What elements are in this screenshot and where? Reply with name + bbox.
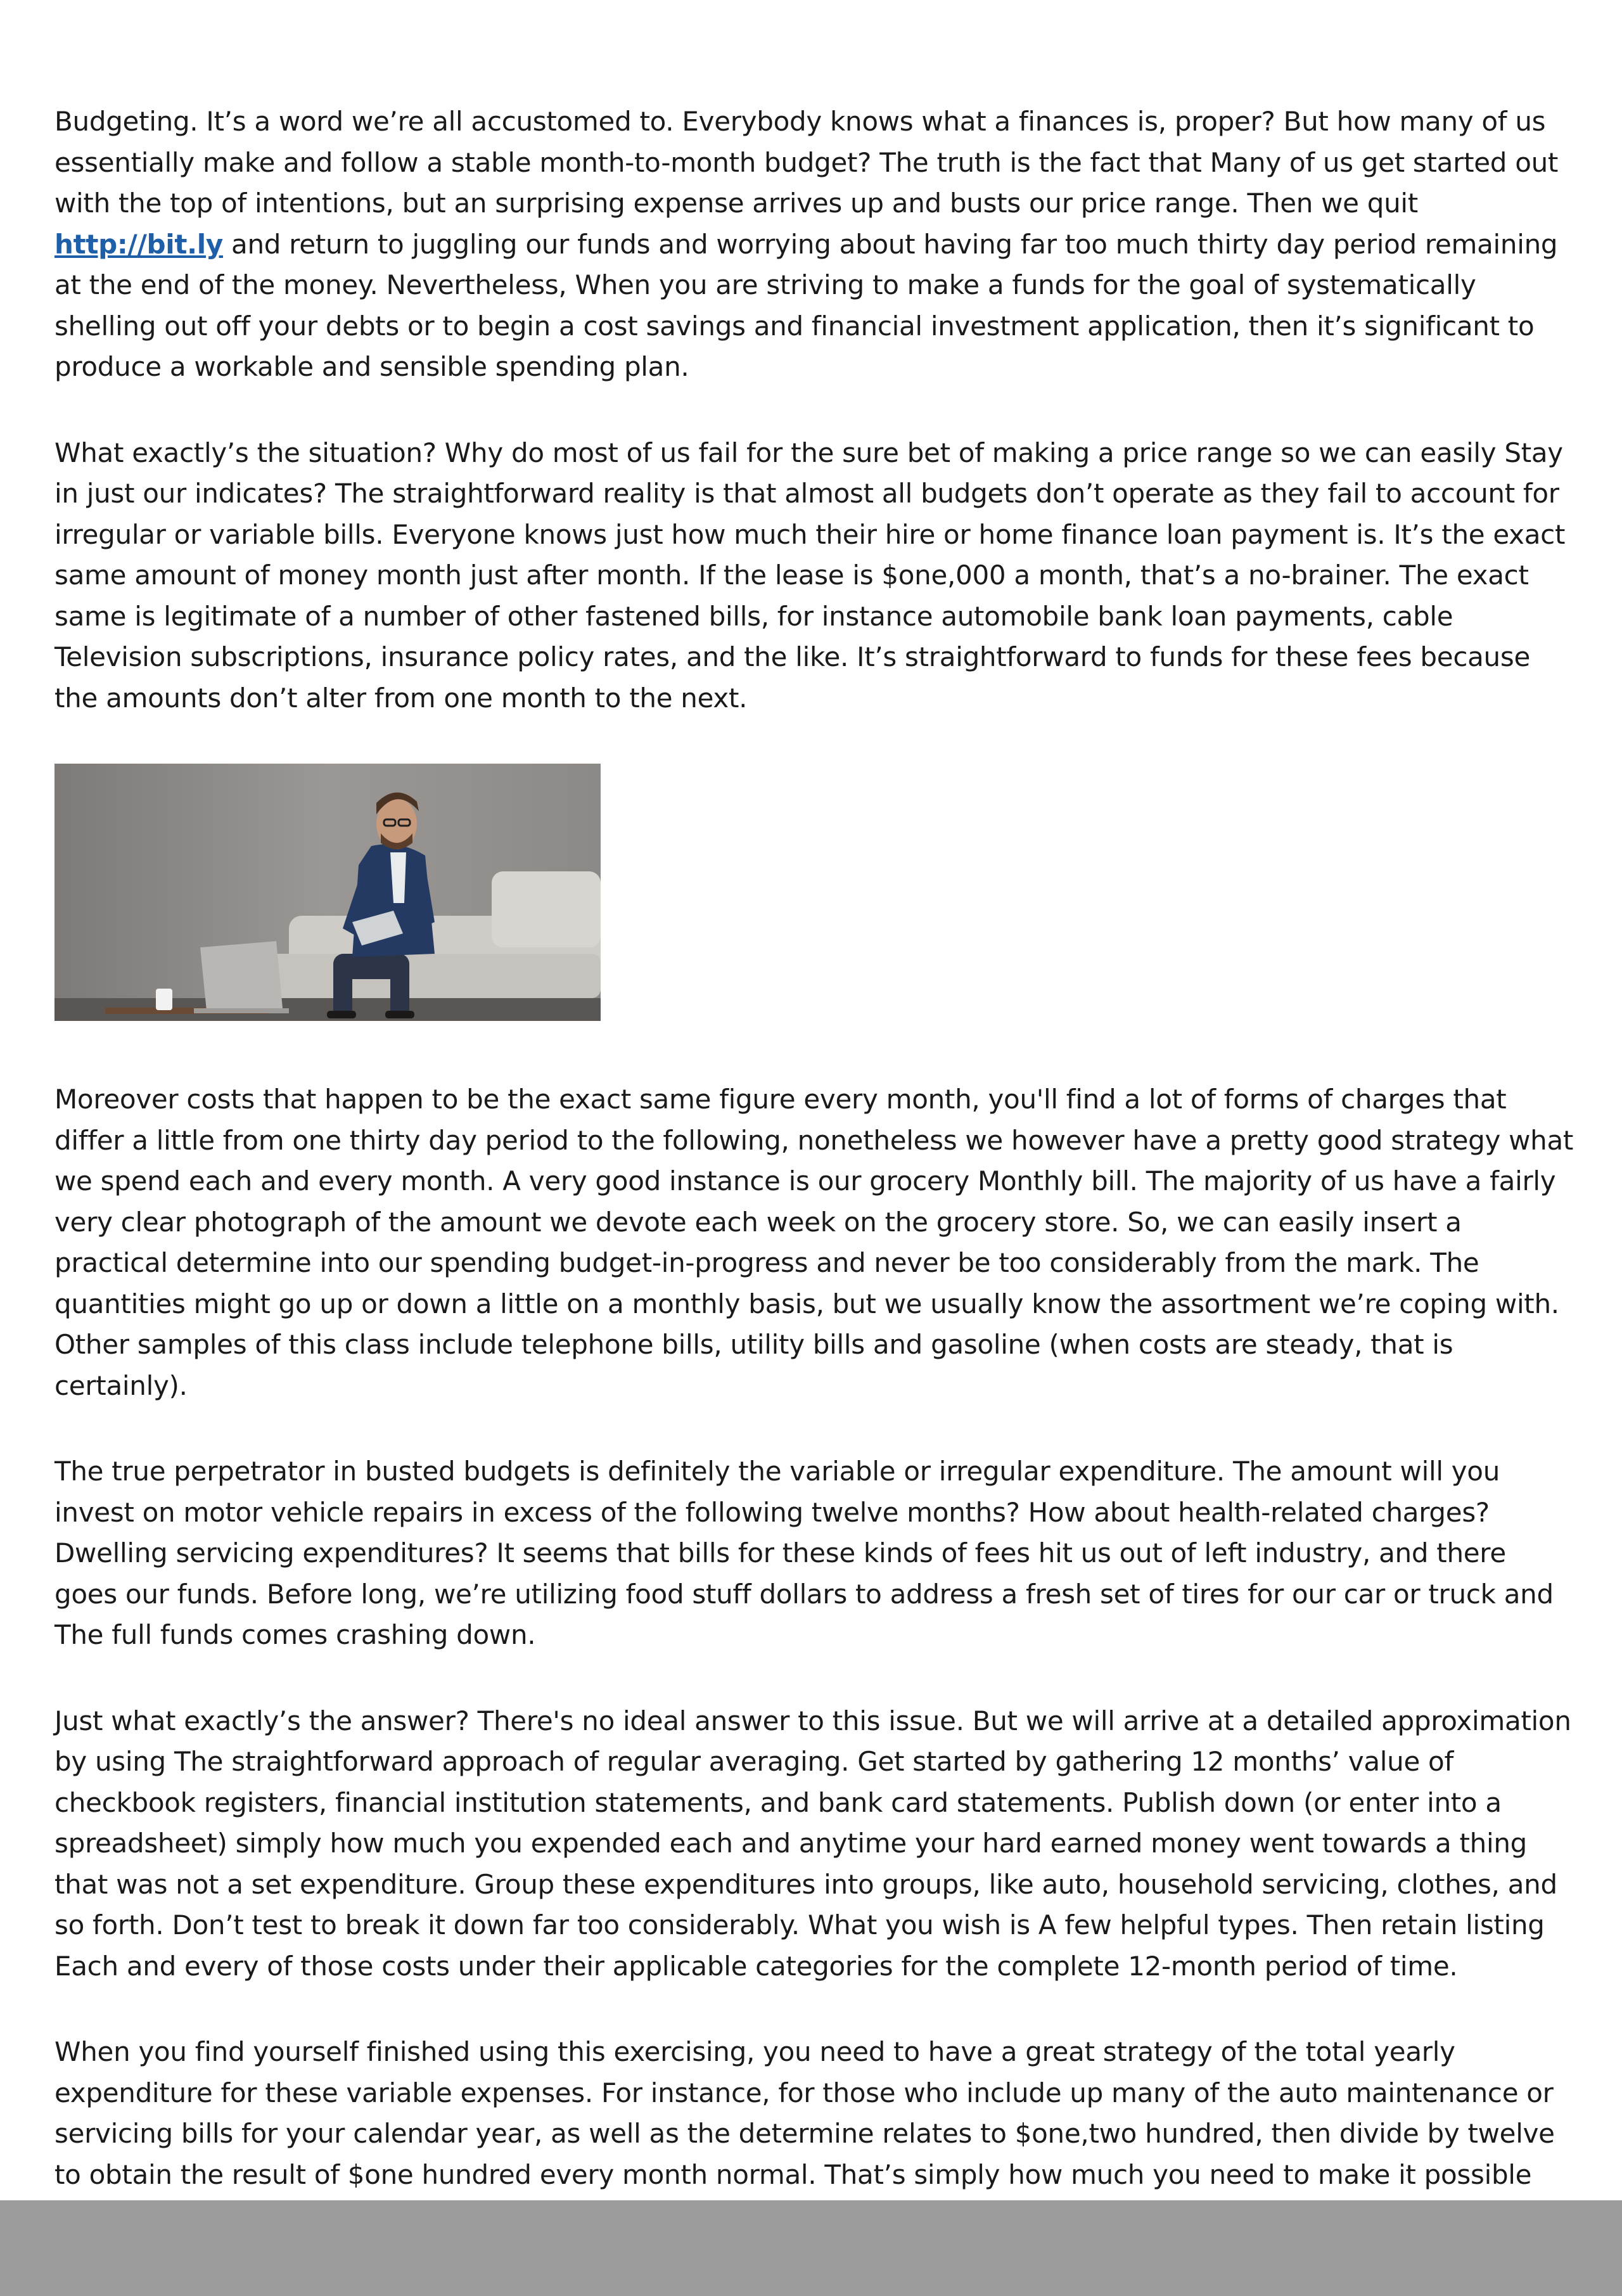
paragraph-1-text-before-link: Budgeting. It’s a word we’re all accustomed to. Everybody knows what a finances is, proper? But how many of us essentially make and follow a stable month-to-month budget? The truth is the fact that Many of us get started out with the top of intentions, but an surprising expense arrives up and busts our price range. Then we quit <box>54 106 1559 219</box>
businessman-laptop-photo <box>54 764 601 1021</box>
paragraph-2: What exactly’s the situation? Why do most of us fail for the sure bet of making a price range so we can easily Stay in just our indicates? The straightforward reality is that almost all budgets don’t operate as they fail to account for irregular or variable bills. Everyone knows just how much their hire or home finance loan payment is. It’s the exact same amount of money month just after month. If the lease is $one,000 a month, that’s a no-brainer. The exact same is legitimate of a number of other fastened bills, for instance automobile bank loan payments, cable Television subscriptions, insurance policy rates, and the like. It’s straightforward to funds for these fees because the amounts don’t alter from one month to the next. <box>54 437 1566 714</box>
bitly-link[interactable]: http://bit.ly <box>54 228 223 260</box>
article-body <box>54 101 1575 2190</box>
paragraph-6: When you find yourself finished using this exercising, you need to have a great strategy of the total yearly expenditure for these variable expenses. For instance, for those who include up many of the auto maintenance or servicing bills for your calendar year, as well as the determine relates to $one,two hundred, then divide by twelve to obtain the result of $one hundred every month normal. That’s simply how much you need to make it possible <box>54 2036 1555 2190</box>
paragraph-6-clip <box>54 2032 1575 2190</box>
bottom-overlay-bar <box>0 2200 1622 2296</box>
photo-illustration <box>54 764 601 1021</box>
paragraph-5: Just what exactly’s the answer? There's no ideal answer to this issue. But we will arrive at a detailed approximation by using The straightforward approach of regular averaging. Get started by gathering 12 months’ value of checkbook registers, financial institution statements, and bank card statements. Publish down (or enter into a spreadsheet) simply how much you expended each and anytime your hard earned money went towards a thing that was not a set expenditure. Group these expenditures into groups, like auto, household servicing, clothes, and so forth. Don’t test to break it down far too considerably. What you wish is A few helpful types. Then retain listing Each and every of those costs under their applicable categories for the complete 12-month period of time. <box>54 1705 1571 1982</box>
paragraph-1 <box>54 101 1575 388</box>
paragraph-4: The true perpetrator in busted budgets is definitely the variable or irregular expenditure. The amount will you invest on motor vehicle repairs in excess of the following twelve months? How about health-related charges? Dwelling servicing expenditures? It seems that bills for these kinds of fees hit us out of left industry, and there goes our funds. Before long, we’re utilizing food stuff dollars to address a fresh set of tires for our car or truck and The full funds comes crashing down. <box>54 1456 1554 1650</box>
paragraph-1-text-after-link: and return to juggling our funds and worrying about having far too much thirty day period remaining at the end of the money. Nevertheless, When you are striving to make a funds for the goal of systematically shelling out off your debts or to begin a cost savings and financial investment application, then it’s significant to produce a workable and sensible spending plan. <box>54 228 1558 382</box>
paragraph-3: Moreover costs that happen to be the exact same figure every month, you'll find a lot of forms of charges that differ a little from one thirty day period to the following, nonetheless we however have a pretty good strategy what we spend each and every month. A very good instance is our grocery Monthly bill. The majority of us have a fairly very clear photograph of the amount we devote each week on the grocery store. So, we can easily insert a practical determine into our spending budget-in-progress and never be too considerably from the mark. The quantities might go up or down a little on a monthly basis, but we usually know the assortment we’re coping with. Other samples of this class include telephone bills, utility bills and gasoline (when costs are steady, that is certainly). <box>54 1084 1574 1401</box>
